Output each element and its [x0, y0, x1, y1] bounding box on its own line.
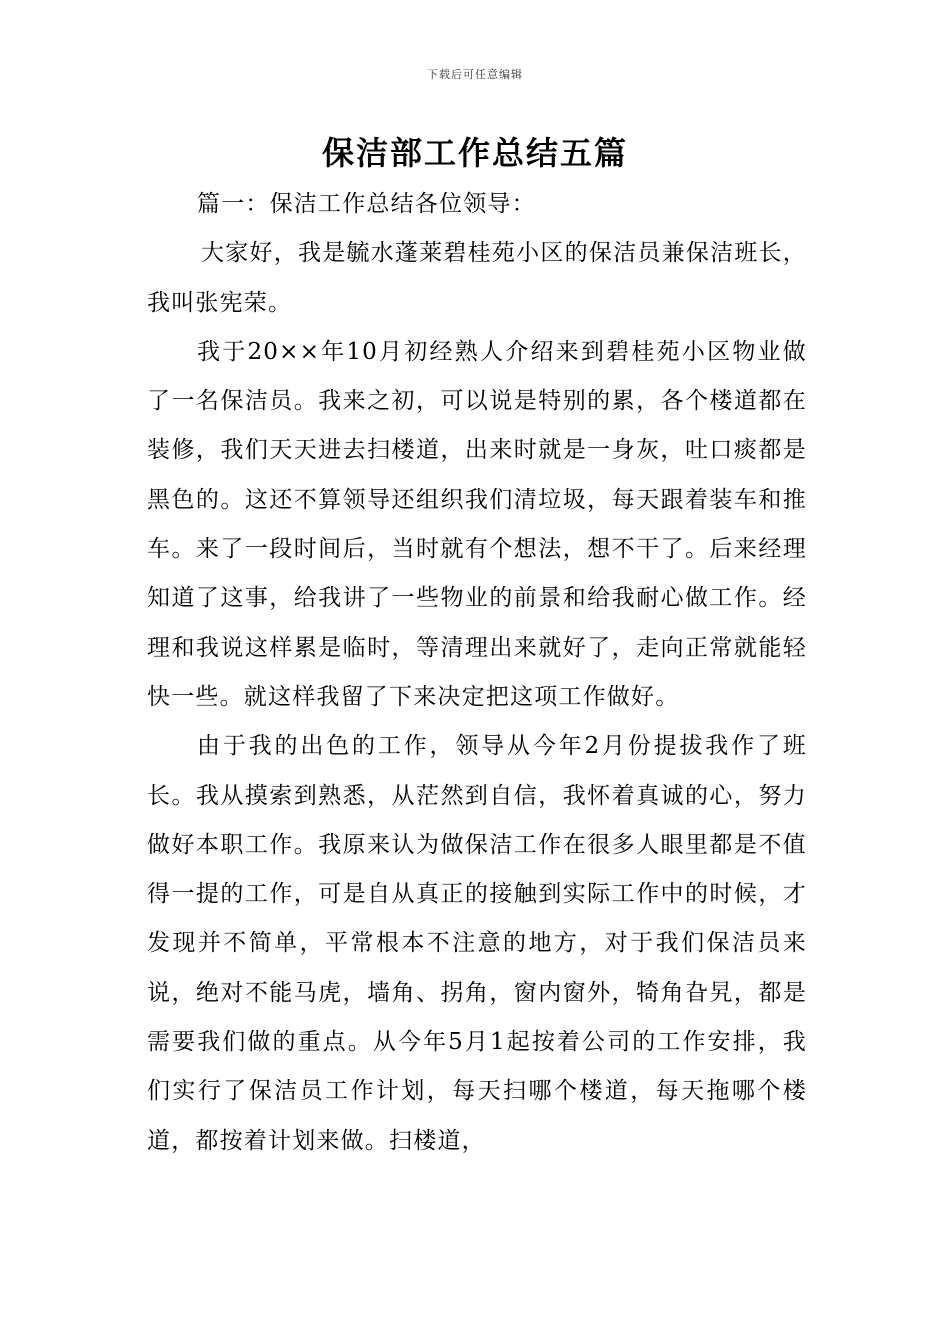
- header-note: 下载后可任意编辑: [427, 68, 523, 81]
- body-paragraph: 大家好，我是毓水蓬莱碧桂苑小区的保洁员兼保洁班长，我叫张宪荣。: [147, 240, 807, 316]
- body-paragraph: 我于20××年10月初经熟人介绍来到碧桂苑小区物业做了一名保洁员。我来之初，可以说是特别的累，各个楼道都在装修，我们天天进去扫楼道，出来时就是一身灰，吐口痰都是黑色的。这还不算领导还组织我们清垃圾，每天跟着装车和推车。来了一段时间后，当时就有个想法，想不干了。后来经理知道了这事，给我讲了一些物业的前景和给我耐心做工作。经理和我说这样累是临时，等清理出来就好了，走向正常就能轻快一些。就这样我留了下来决定把这项工作做好。: [147, 338, 807, 710]
- body-paragraph: 由于我的出色的工作，领导从今年2月份提拔我作了班长。我从摸索到熟悉，从茫然到自信，我怀着真诚的心，努力做好本职工作。我原来认为做保洁工作在很多人眼里都是不值得一提的工作，可是自从真正的接触到实际工作中的时候，才发现并不简单，平常根本不注意的地方，对于我们保洁员来说，绝对不能马虎，墙角、拐角，窗内窗外，犄角旮旯，都是需要我们做的重点。从今年5月1起按着公司的工作安排，我们实行了保洁员工作计划，每天扫哪个楼道，每天拖哪个楼道，都按着计划来做。扫楼道，: [147, 733, 807, 1154]
- document-title: 保洁部工作总结五篇: [321, 134, 628, 172]
- document-body: [147, 180, 807, 1166]
- section-heading-paragraph: 篇一：保洁工作总结各位领导：: [197, 191, 536, 217]
